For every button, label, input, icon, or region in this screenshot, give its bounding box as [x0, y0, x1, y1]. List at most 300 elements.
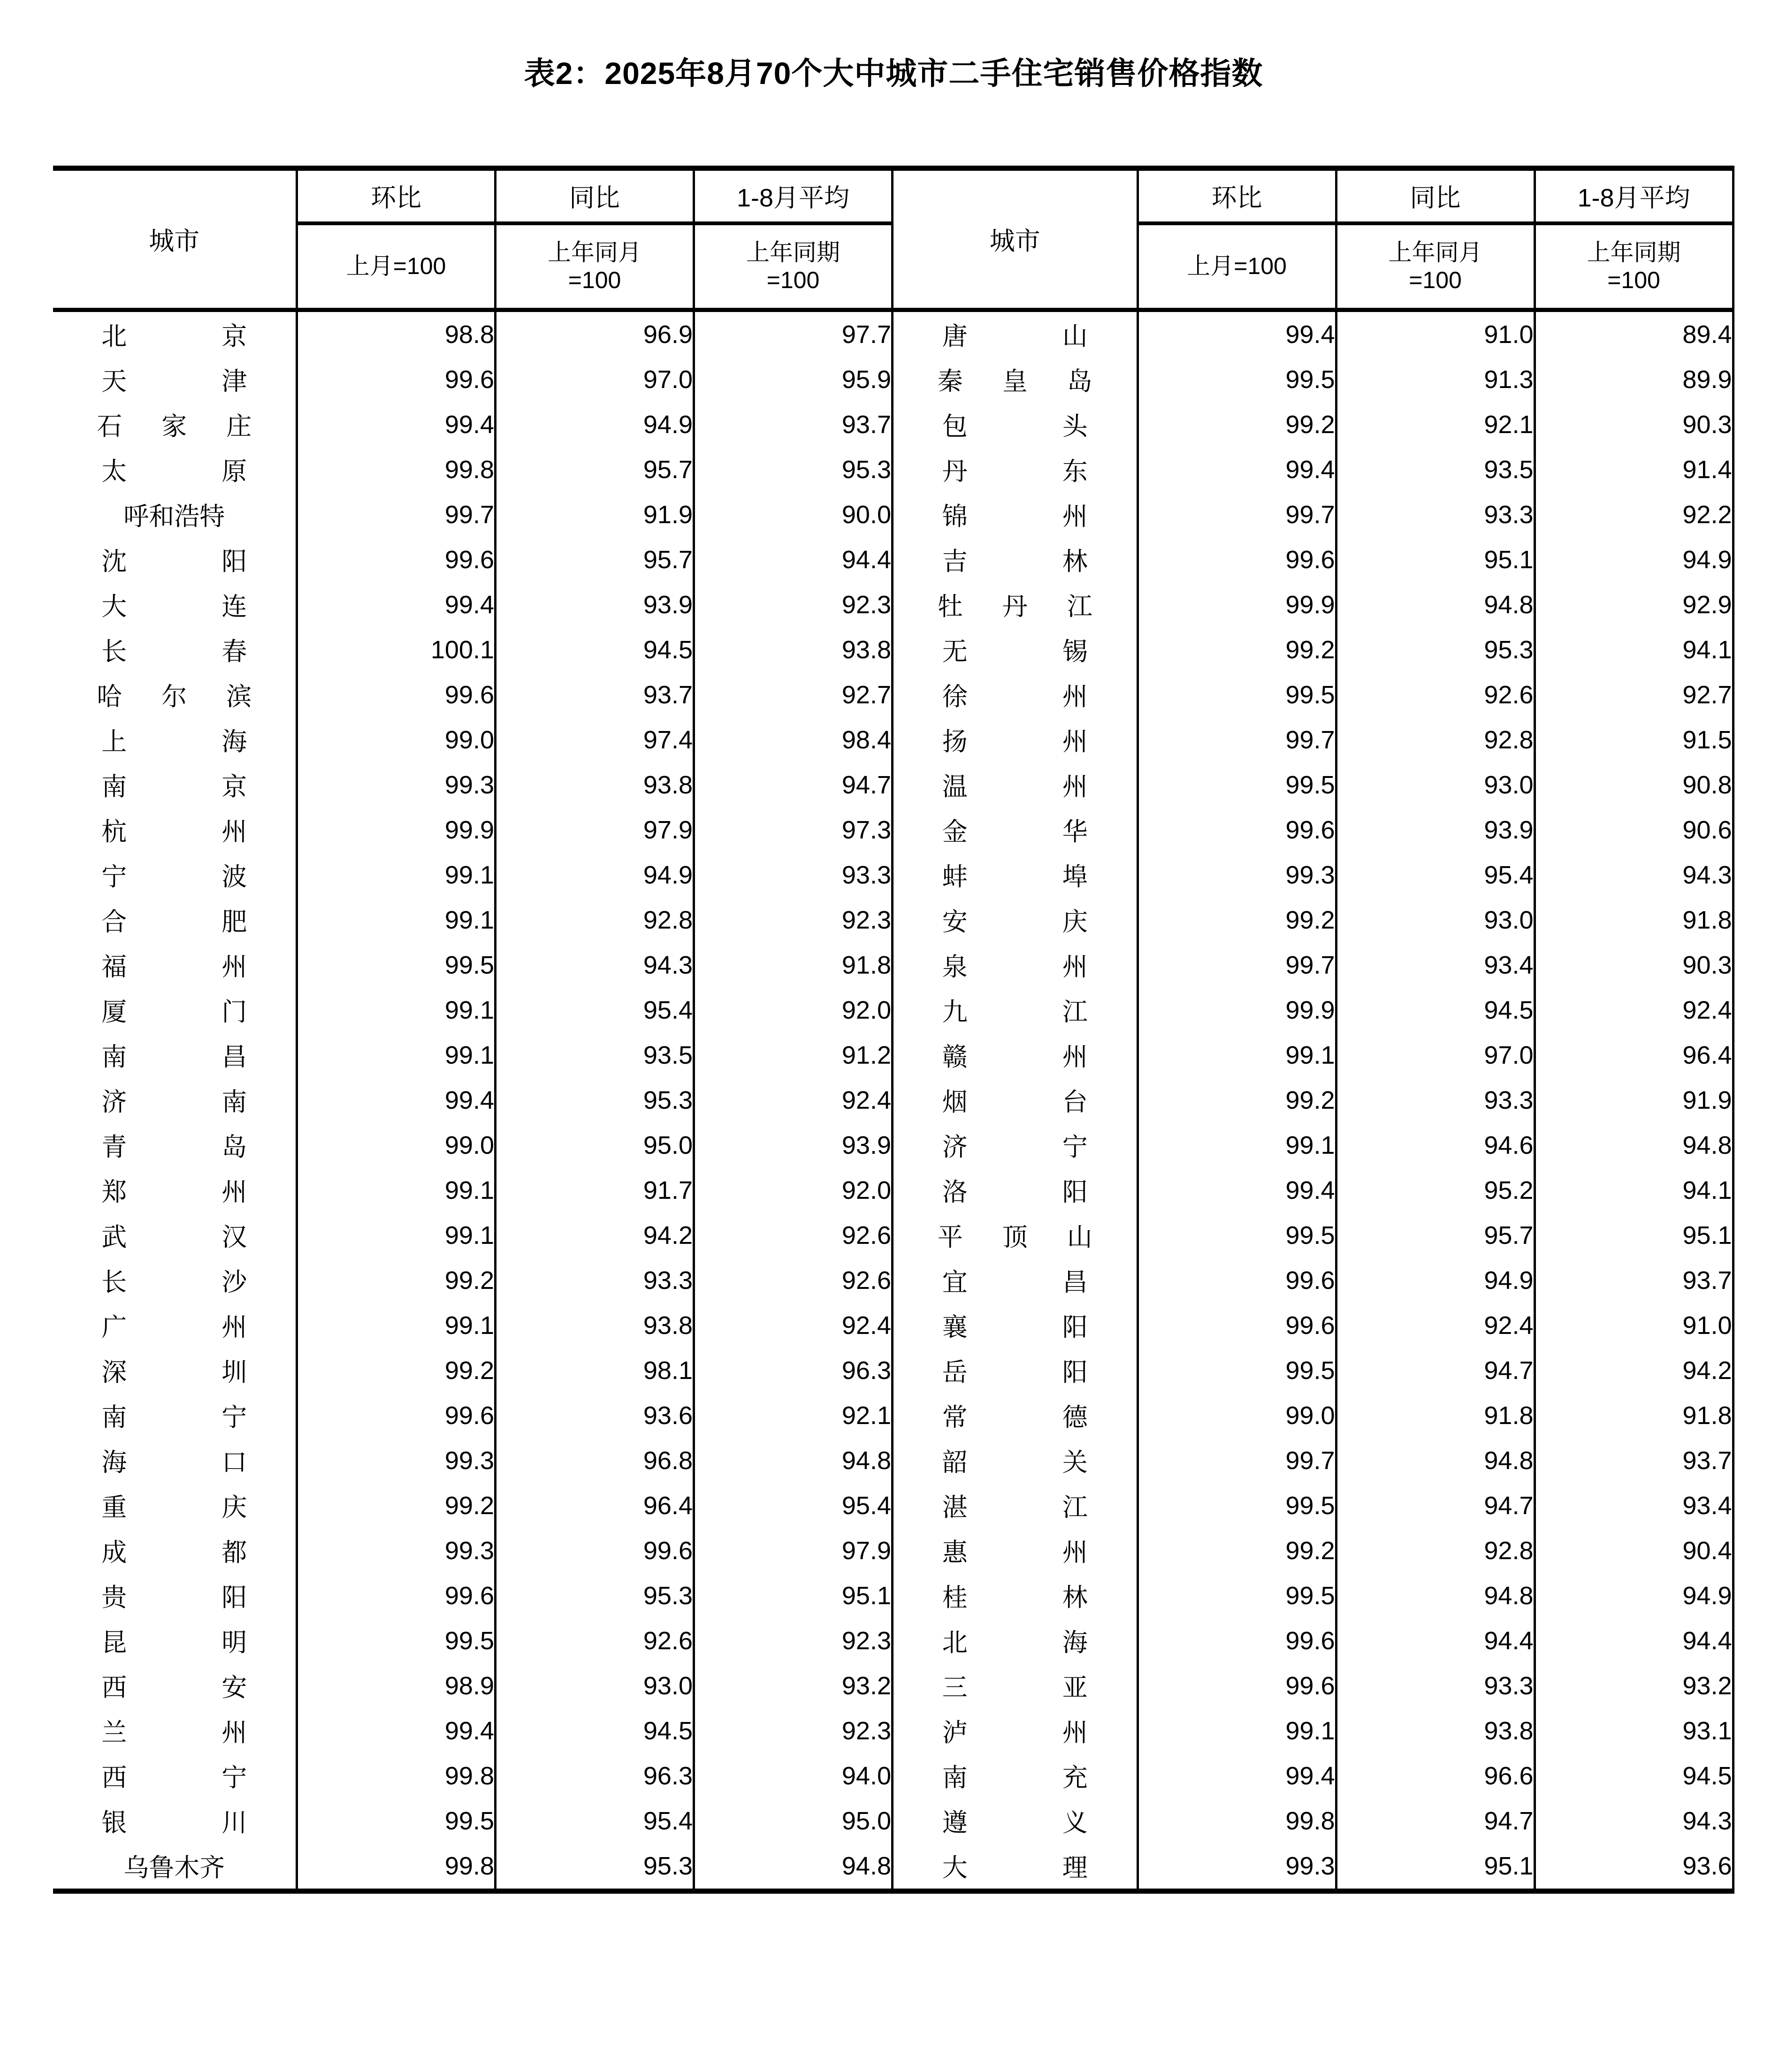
avg-value-cell: 93.2	[1535, 1663, 1733, 1708]
city-name-cell	[894, 672, 1138, 717]
mom-value-cell: 99.4	[297, 582, 496, 627]
table-row	[894, 1483, 1733, 1528]
mom-value-cell: 99.1	[297, 988, 496, 1033]
mom-value-cell: 99.3	[297, 1528, 496, 1573]
city-name-cell	[53, 1213, 297, 1258]
avg-value-cell: 92.3	[694, 1618, 893, 1663]
avg-value-cell: 93.8	[694, 627, 893, 672]
mom-value-cell: 99.2	[297, 1483, 496, 1528]
city-name-cell	[894, 310, 1138, 357]
mom-value-cell: 99.2	[1138, 898, 1336, 943]
avg-value-cell: 92.0	[694, 1168, 893, 1213]
city-name: 成都	[101, 1539, 247, 1567]
table-row	[894, 672, 1733, 717]
table-row	[53, 1618, 893, 1663]
table-row	[53, 1483, 893, 1528]
city-name-cell	[53, 1663, 297, 1708]
table-row	[894, 1438, 1733, 1483]
city-name-cell	[894, 357, 1138, 402]
mom-value-cell: 99.5	[1138, 672, 1336, 717]
mom-value-cell: 99.2	[1138, 1528, 1336, 1573]
city-name-cell	[894, 1168, 1138, 1213]
table-row	[894, 943, 1733, 988]
table-row	[894, 447, 1733, 492]
mom-value-cell: 99.6	[1138, 1258, 1336, 1303]
city-name-cell	[53, 1483, 297, 1528]
avg-value-cell: 92.9	[1535, 582, 1733, 627]
yoy-value-cell: 95.2	[1336, 1168, 1535, 1213]
city-name-cell	[53, 627, 297, 672]
table-row	[53, 1348, 893, 1393]
header-sub-mom-line1-left: 上月=100	[346, 253, 446, 280]
yoy-value-cell: 94.3	[496, 943, 694, 988]
yoy-value-cell: 94.5	[496, 627, 694, 672]
city-name: 牡丹江	[937, 593, 1092, 621]
city-name-cell	[894, 1213, 1138, 1258]
city-name-cell	[894, 943, 1138, 988]
yoy-value-cell: 92.8	[1336, 717, 1535, 762]
yoy-value-cell: 95.7	[496, 447, 694, 492]
city-name: 洛阳	[942, 1178, 1088, 1207]
mom-value-cell: 99.6	[1138, 537, 1336, 582]
yoy-value-cell: 93.5	[496, 1033, 694, 1078]
avg-value-cell: 98.4	[694, 717, 893, 762]
mom-value-cell: 99.5	[297, 1618, 496, 1663]
yoy-value-cell: 97.0	[496, 357, 694, 402]
city-name: 徐州	[942, 683, 1088, 711]
header-sub-yoy-right	[1336, 223, 1535, 310]
yoy-value-cell: 91.0	[1336, 310, 1535, 357]
city-name: 烟台	[942, 1088, 1088, 1117]
yoy-value-cell: 97.9	[496, 807, 694, 853]
price-index-table-right	[894, 166, 1734, 1894]
city-name: 厦门	[101, 998, 247, 1027]
avg-value-cell: 96.3	[694, 1348, 893, 1393]
city-name: 锦州	[942, 503, 1088, 531]
city-name-cell	[894, 1708, 1138, 1753]
mom-value-cell: 100.1	[297, 627, 496, 672]
city-name: 包头	[942, 412, 1088, 441]
city-name: 襄阳	[942, 1313, 1088, 1342]
city-name: 南京	[101, 773, 247, 801]
avg-value-cell: 93.7	[1535, 1258, 1733, 1303]
city-name-cell	[894, 762, 1138, 807]
mom-value-cell: 99.0	[297, 1123, 496, 1168]
table-row	[53, 1123, 893, 1168]
mom-value-cell: 99.4	[297, 402, 496, 447]
avg-value-cell: 91.8	[1535, 1393, 1733, 1438]
yoy-value-cell: 93.3	[1336, 1663, 1535, 1708]
table-row	[53, 1798, 893, 1843]
table-row	[53, 1258, 893, 1303]
mom-value-cell: 99.1	[1138, 1123, 1336, 1168]
yoy-value-cell: 94.5	[496, 1708, 694, 1753]
table-body-right	[894, 310, 1733, 1891]
table-row	[894, 1348, 1733, 1393]
table-row	[894, 988, 1733, 1033]
city-name: 丹东	[942, 457, 1088, 486]
table-row	[894, 1393, 1733, 1438]
yoy-value-cell: 96.4	[496, 1483, 694, 1528]
city-name: 安庆	[942, 908, 1088, 937]
yoy-value-cell: 94.6	[1336, 1123, 1535, 1168]
city-name-cell	[894, 1258, 1138, 1303]
yoy-value-cell: 95.0	[496, 1123, 694, 1168]
table-row	[53, 807, 893, 853]
city-name: 常德	[942, 1403, 1088, 1432]
city-name: 南宁	[101, 1403, 247, 1432]
header-sub-yoy-left	[496, 223, 694, 310]
avg-value-cell: 93.1	[1535, 1708, 1733, 1753]
mom-value-cell: 99.5	[1138, 1483, 1336, 1528]
city-name-cell	[53, 853, 297, 898]
header-group-avg-left: 1-8月平均	[694, 168, 893, 223]
mom-value-cell: 99.8	[1138, 1798, 1336, 1843]
city-name: 天津	[101, 367, 247, 396]
header-sub-avg-line1-right: 上年同期	[1587, 239, 1681, 266]
city-name: 福州	[101, 953, 247, 982]
mom-value-cell: 99.5	[1138, 762, 1336, 807]
city-name: 赣州	[942, 1043, 1088, 1072]
avg-value-cell: 93.4	[1535, 1483, 1733, 1528]
header-group-yoy-left: 同比	[496, 168, 694, 223]
avg-value-cell: 94.5	[1535, 1753, 1733, 1798]
avg-value-cell: 94.7	[694, 762, 893, 807]
header-sub-yoy-line1-right: 上年同月	[1388, 239, 1482, 266]
avg-value-cell: 91.4	[1535, 447, 1733, 492]
city-name: 兰州	[101, 1719, 247, 1747]
city-name-cell	[53, 1348, 297, 1393]
city-name: 平顶山	[937, 1223, 1092, 1252]
mom-value-cell: 99.7	[297, 492, 496, 537]
avg-value-cell: 93.6	[1535, 1843, 1733, 1891]
mom-value-cell: 99.4	[297, 1078, 496, 1123]
mom-value-cell: 99.1	[297, 898, 496, 943]
yoy-value-cell: 95.3	[496, 1078, 694, 1123]
mom-value-cell: 99.9	[1138, 582, 1336, 627]
mom-value-cell: 99.1	[297, 1303, 496, 1348]
city-name-cell	[894, 1753, 1138, 1798]
header-sub-yoy-line2-left: =100	[568, 267, 621, 293]
yoy-value-cell: 98.1	[496, 1348, 694, 1393]
mom-value-cell: 99.2	[1138, 1078, 1336, 1123]
yoy-value-cell: 91.7	[496, 1168, 694, 1213]
mom-value-cell: 99.2	[297, 1258, 496, 1303]
avg-value-cell: 95.4	[694, 1483, 893, 1528]
city-name-cell	[53, 1528, 297, 1573]
city-name: 桂林	[942, 1584, 1088, 1612]
table-row	[53, 1573, 893, 1618]
mom-value-cell: 99.1	[1138, 1708, 1336, 1753]
yoy-value-cell: 97.4	[496, 717, 694, 762]
header-sub-mom-right	[1138, 223, 1336, 310]
yoy-value-cell: 96.9	[496, 310, 694, 357]
avg-value-cell: 91.0	[1535, 1303, 1733, 1348]
city-name-cell	[894, 1798, 1138, 1843]
table-row	[894, 537, 1733, 582]
table-row	[894, 1258, 1733, 1303]
yoy-value-cell: 95.3	[496, 1573, 694, 1618]
avg-value-cell: 93.2	[694, 1663, 893, 1708]
city-name: 乌鲁木齐	[123, 1854, 225, 1882]
mom-value-cell: 99.1	[297, 1213, 496, 1258]
avg-value-cell: 93.7	[1535, 1438, 1733, 1483]
city-name-cell	[53, 717, 297, 762]
city-name-cell	[894, 1393, 1138, 1438]
mom-value-cell: 99.3	[297, 1438, 496, 1483]
city-name: 湛江	[942, 1493, 1088, 1522]
yoy-value-cell: 93.9	[1336, 807, 1535, 853]
mom-value-cell: 99.6	[297, 1573, 496, 1618]
mom-value-cell: 99.5	[1138, 1213, 1336, 1258]
avg-value-cell: 90.6	[1535, 807, 1733, 853]
avg-value-cell: 94.1	[1535, 1168, 1733, 1213]
mom-value-cell: 99.4	[1138, 1753, 1336, 1798]
yoy-value-cell: 94.5	[1336, 988, 1535, 1033]
yoy-value-cell: 93.5	[1336, 447, 1535, 492]
city-name: 泉州	[942, 953, 1088, 982]
mom-value-cell: 99.6	[1138, 1663, 1336, 1708]
header-sub-avg-left	[694, 223, 893, 310]
mom-value-cell: 99.6	[1138, 1303, 1336, 1348]
avg-value-cell: 94.3	[1535, 853, 1733, 898]
mom-value-cell: 99.1	[297, 853, 496, 898]
yoy-value-cell: 92.6	[1336, 672, 1535, 717]
mom-value-cell: 99.5	[1138, 1348, 1336, 1393]
table-row	[53, 1033, 893, 1078]
city-name-cell	[53, 357, 297, 402]
yoy-value-cell: 92.8	[496, 898, 694, 943]
avg-value-cell: 97.7	[694, 310, 893, 357]
mom-value-cell: 99.3	[297, 762, 496, 807]
avg-value-cell: 89.9	[1535, 357, 1733, 402]
avg-value-cell: 90.0	[694, 492, 893, 537]
yoy-value-cell: 95.4	[496, 1798, 694, 1843]
avg-value-cell: 92.4	[694, 1303, 893, 1348]
yoy-value-cell: 95.3	[496, 1843, 694, 1891]
yoy-value-cell: 95.7	[1336, 1213, 1535, 1258]
yoy-value-cell: 96.8	[496, 1438, 694, 1483]
avg-value-cell: 92.3	[694, 582, 893, 627]
city-name-cell	[53, 1303, 297, 1348]
yoy-value-cell: 91.8	[1336, 1393, 1535, 1438]
city-name: 岳阳	[942, 1358, 1088, 1387]
city-name: 大理	[942, 1854, 1088, 1882]
mom-value-cell: 99.9	[1138, 988, 1336, 1033]
mom-value-cell: 99.1	[297, 1033, 496, 1078]
city-name-cell	[894, 627, 1138, 672]
mom-value-cell: 99.6	[297, 537, 496, 582]
yoy-value-cell: 94.7	[1336, 1798, 1535, 1843]
city-name: 九江	[942, 998, 1088, 1027]
city-name: 重庆	[101, 1493, 247, 1522]
mom-value-cell: 99.4	[1138, 447, 1336, 492]
avg-value-cell: 95.0	[694, 1798, 893, 1843]
city-name: 宜昌	[942, 1268, 1088, 1297]
table-head-left	[53, 168, 893, 310]
city-name: 昆明	[101, 1629, 247, 1657]
city-name-cell	[53, 402, 297, 447]
table-row	[894, 1573, 1733, 1618]
yoy-value-cell: 91.9	[496, 492, 694, 537]
avg-value-cell: 90.3	[1535, 943, 1733, 988]
city-name: 海口	[101, 1448, 247, 1477]
avg-value-cell: 89.4	[1535, 310, 1733, 357]
yoy-value-cell: 95.7	[496, 537, 694, 582]
avg-value-cell: 93.3	[694, 853, 893, 898]
table-row	[894, 1708, 1733, 1753]
mom-value-cell: 99.0	[297, 717, 496, 762]
city-name: 济宁	[942, 1133, 1088, 1162]
city-name-cell	[894, 1438, 1138, 1483]
yoy-value-cell: 95.3	[1336, 627, 1535, 672]
city-name: 南充	[942, 1764, 1088, 1792]
table-row	[53, 943, 893, 988]
yoy-value-cell: 93.6	[496, 1393, 694, 1438]
table-row	[894, 582, 1733, 627]
avg-value-cell: 94.4	[694, 537, 893, 582]
avg-value-cell: 94.4	[1535, 1618, 1733, 1663]
mom-value-cell: 99.2	[297, 1348, 496, 1393]
table-row	[53, 1078, 893, 1123]
city-name: 泸州	[942, 1719, 1088, 1747]
city-name: 深圳	[101, 1358, 247, 1387]
mom-value-cell: 99.6	[1138, 1618, 1336, 1663]
city-name-cell	[53, 1708, 297, 1753]
mom-value-cell: 99.5	[1138, 357, 1336, 402]
header-group-mom-right: 环比	[1138, 168, 1336, 223]
mom-value-cell: 99.6	[297, 672, 496, 717]
header-group-avg-right: 1-8月平均	[1535, 168, 1733, 223]
city-name-cell	[53, 1753, 297, 1798]
avg-value-cell: 93.9	[694, 1123, 893, 1168]
city-name-cell	[53, 1393, 297, 1438]
city-name-cell	[53, 1573, 297, 1618]
city-name-cell	[53, 1258, 297, 1303]
city-name-cell	[894, 1303, 1138, 1348]
avg-value-cell: 94.9	[1535, 537, 1733, 582]
city-name-cell	[894, 1528, 1138, 1573]
city-name-cell	[894, 898, 1138, 943]
avg-value-cell: 90.3	[1535, 402, 1733, 447]
city-name-cell	[53, 447, 297, 492]
table-row	[894, 1843, 1733, 1891]
city-name: 南昌	[101, 1043, 247, 1072]
header-sub-mom-left	[297, 223, 496, 310]
page-title: 表2：2025年8月70个大中城市二手住宅销售价格指数	[524, 56, 1263, 91]
table-row	[53, 1168, 893, 1213]
yoy-value-cell: 94.9	[496, 853, 694, 898]
avg-value-cell: 94.1	[1535, 627, 1733, 672]
city-name: 蚌埠	[942, 863, 1088, 891]
yoy-value-cell: 94.2	[496, 1213, 694, 1258]
city-name: 唐山	[942, 322, 1088, 351]
avg-value-cell: 91.5	[1535, 717, 1733, 762]
mom-value-cell: 99.4	[1138, 310, 1336, 357]
mom-value-cell: 99.6	[297, 1393, 496, 1438]
mom-value-cell: 99.3	[1138, 1843, 1336, 1891]
city-name: 北京	[101, 322, 247, 351]
yoy-value-cell: 93.0	[1336, 898, 1535, 943]
avg-value-cell: 92.0	[694, 988, 893, 1033]
city-name-cell	[894, 402, 1138, 447]
city-name: 无锡	[942, 638, 1088, 666]
yoy-value-cell: 93.0	[1336, 762, 1535, 807]
avg-value-cell: 91.9	[1535, 1078, 1733, 1123]
mom-value-cell: 98.8	[297, 310, 496, 357]
city-name: 扬州	[942, 728, 1088, 756]
yoy-value-cell: 94.4	[1336, 1618, 1535, 1663]
table-row	[894, 1303, 1733, 1348]
yoy-value-cell: 93.9	[496, 582, 694, 627]
city-name-cell	[53, 762, 297, 807]
city-name-cell	[894, 717, 1138, 762]
avg-value-cell: 91.8	[1535, 898, 1733, 943]
yoy-value-cell: 95.1	[1336, 537, 1535, 582]
mom-value-cell: 99.3	[1138, 853, 1336, 898]
city-name: 宁波	[101, 863, 247, 891]
table-row	[53, 762, 893, 807]
city-name: 吉林	[942, 548, 1088, 576]
yoy-value-cell: 97.0	[1336, 1033, 1535, 1078]
avg-value-cell: 94.8	[694, 1843, 893, 1891]
table-row	[894, 762, 1733, 807]
yoy-value-cell: 93.8	[1336, 1708, 1535, 1753]
avg-value-cell: 97.3	[694, 807, 893, 853]
city-name: 石家庄	[97, 412, 252, 441]
header-sub-avg-line1-left: 上年同期	[746, 239, 840, 266]
city-name-cell	[894, 582, 1138, 627]
city-name: 郑州	[101, 1178, 247, 1207]
table-row	[53, 492, 893, 537]
table-row	[894, 357, 1733, 402]
mom-value-cell: 99.5	[1138, 1573, 1336, 1618]
table-row	[53, 988, 893, 1033]
avg-value-cell: 92.4	[1535, 988, 1733, 1033]
mom-value-cell: 98.9	[297, 1663, 496, 1708]
yoy-value-cell: 95.4	[1336, 853, 1535, 898]
avg-value-cell: 93.7	[694, 402, 893, 447]
city-name-cell	[53, 1843, 297, 1891]
city-name-cell	[894, 1123, 1138, 1168]
city-name-cell	[894, 1078, 1138, 1123]
city-name-cell	[894, 1483, 1138, 1528]
mom-value-cell: 99.5	[297, 1798, 496, 1843]
city-name-cell	[53, 310, 297, 357]
table-row	[53, 717, 893, 762]
city-name: 三亚	[942, 1674, 1088, 1702]
avg-value-cell: 94.8	[1535, 1123, 1733, 1168]
mom-value-cell: 99.7	[1138, 492, 1336, 537]
table-head-right	[894, 168, 1733, 310]
header-city-right: 城市	[894, 168, 1138, 310]
yoy-value-cell: 94.7	[1336, 1483, 1535, 1528]
avg-value-cell: 96.4	[1535, 1033, 1733, 1078]
avg-value-cell: 94.9	[1535, 1573, 1733, 1618]
price-index-table-left	[53, 166, 894, 1894]
yoy-value-cell: 92.4	[1336, 1303, 1535, 1348]
table-row	[894, 807, 1733, 853]
city-name: 济南	[101, 1088, 247, 1117]
mom-value-cell: 99.2	[1138, 627, 1336, 672]
table-row	[53, 310, 893, 357]
yoy-value-cell: 95.4	[496, 988, 694, 1033]
header-group-mom-left: 环比	[297, 168, 496, 223]
table-row	[53, 853, 893, 898]
mom-value-cell: 99.9	[297, 807, 496, 853]
city-name: 合肥	[101, 908, 247, 937]
mom-value-cell: 99.4	[1138, 1168, 1336, 1213]
